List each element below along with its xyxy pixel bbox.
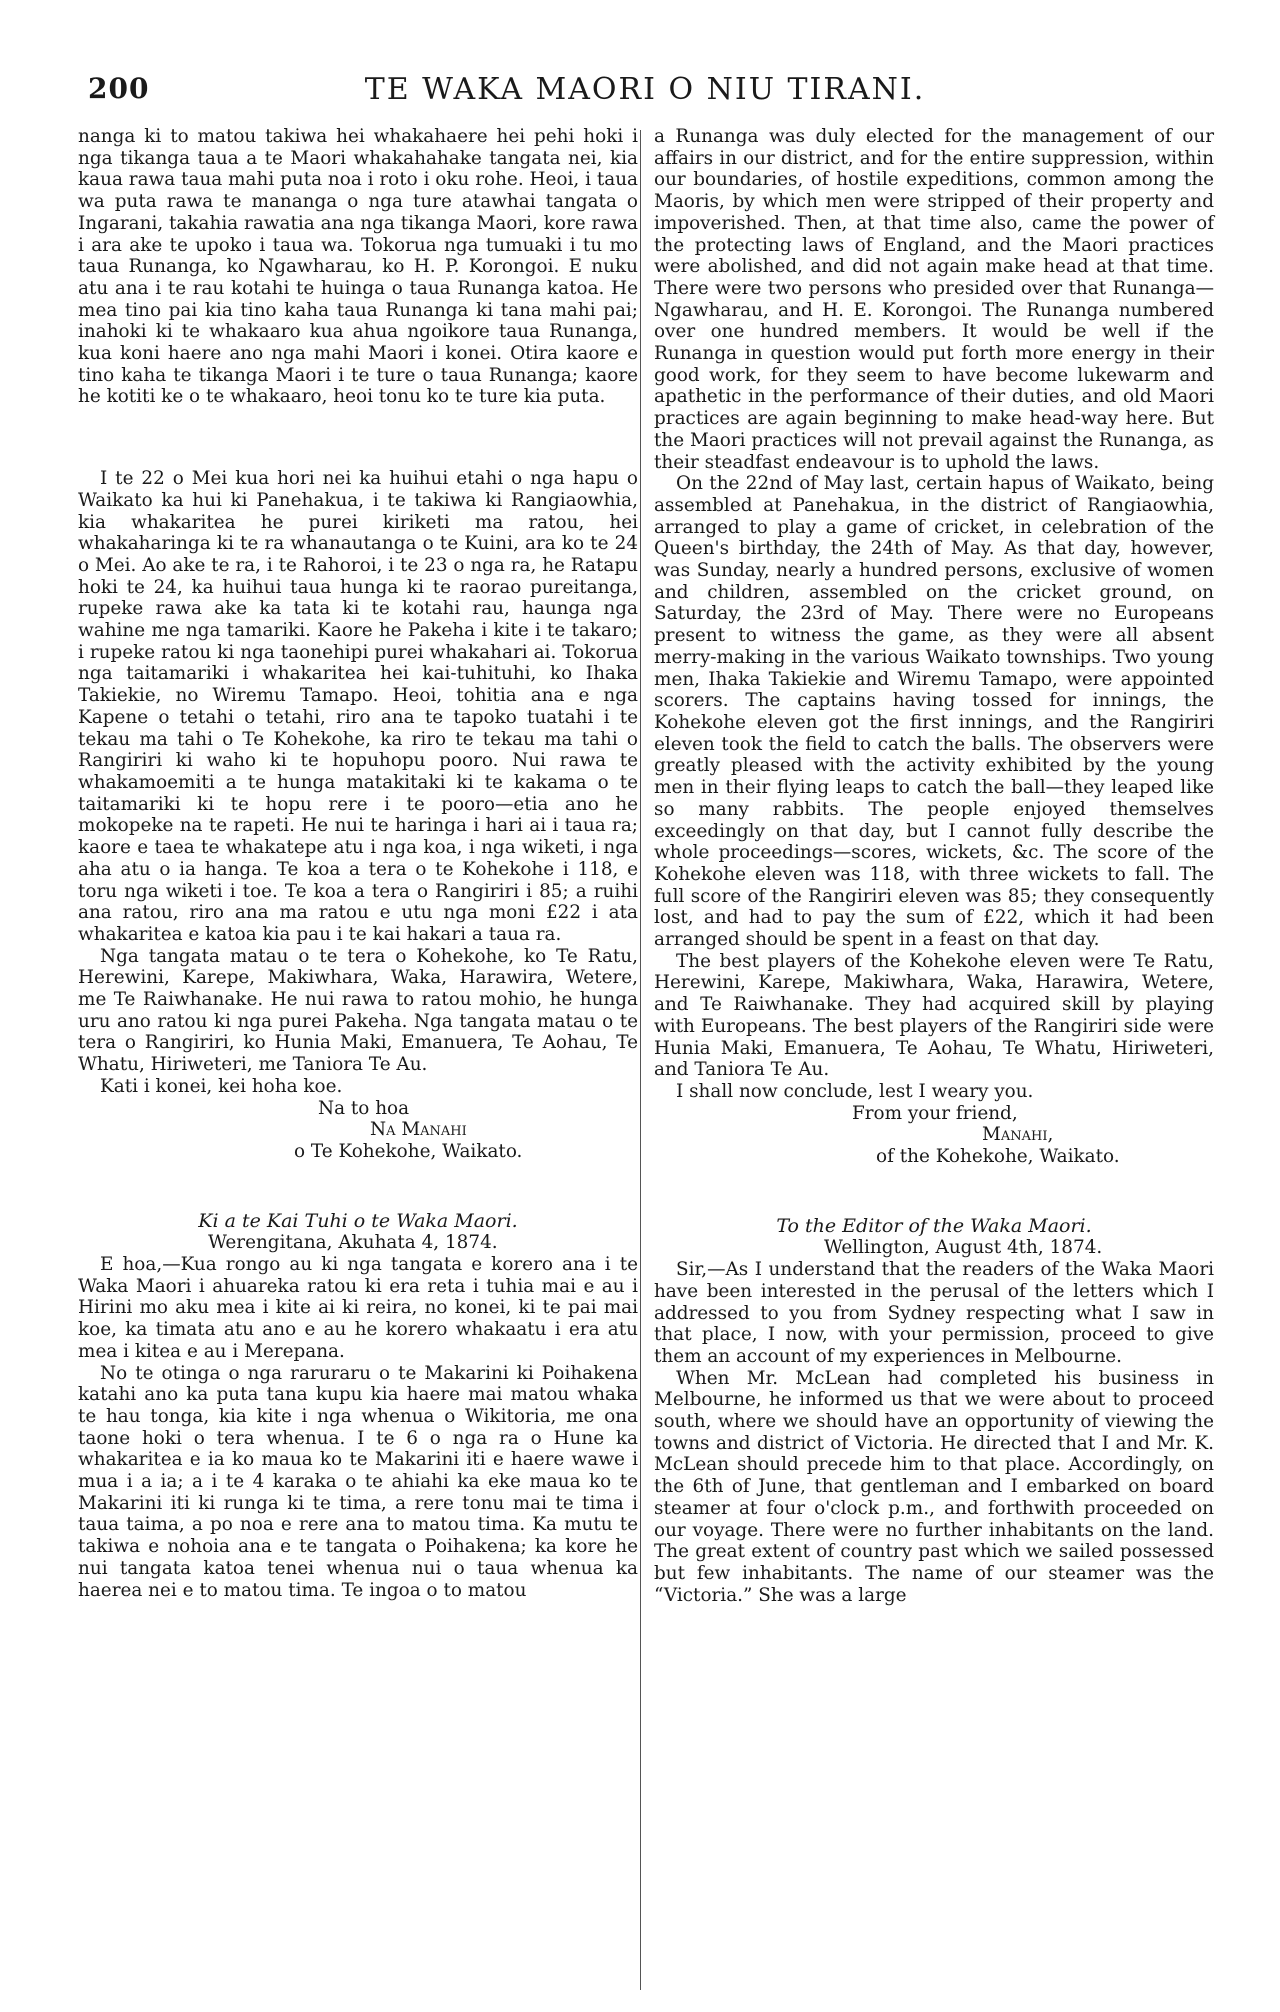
english-column: [654, 126, 1214, 1606]
right-signature-name: Manahi,: [982, 1124, 1054, 1146]
right-section-date: Wellington, August 4th, 1874.: [824, 1237, 1103, 1259]
right-paragraph-6: When Mr. McLean had completed his business in Melbourne, he informed us that we were about to proceed south, where we should have an opportunity of viewing the towns and district of Victoria. He directed that I and Mr. K. McLean should precede him to that place. Accordingly, on the 6th of June, that gentleman and I embarked on board steamer at four o'clock p.m., and forthwith proceeded on our voyage. There were no further inhabitants on the land. The great extent of country past which we sailed possessed but few inhabitants. The name of our steamer was the “Victoria.” She was a large: [654, 1367, 1214, 1606]
right-closing: I shall now conclude, lest I weary you.: [676, 1080, 1034, 1102]
left-signature-place: o Te Kohekohe, Waikato.: [294, 1140, 523, 1162]
left-signature-line-1: Na to hoa: [318, 1097, 410, 1119]
left-signature-name: Na Manahi: [370, 1119, 467, 1141]
maori-column: [78, 126, 638, 1601]
right-section-title: To the Editor of the Waka Maori.: [776, 1214, 1092, 1237]
left-section-date: Werengitana, Akuhata 4, 1874.: [208, 1232, 498, 1254]
page-number: 200: [88, 72, 150, 105]
right-paragraph-3: The best players of the Kohekohe eleven were Te Ratu, Herewini, Karepe, Makiwhara, Waka, Harawira, Wetere, and Te Raiwhanake. They had acquired skill by playing with Europeans. The best players of the Rangiriri side were Hunia Maki, Emanuera, Te Aohau, Te Whatu, Hiriweteri, and Taniora Te Au.: [654, 950, 1214, 1081]
right-paragraph-2: On the 22nd of May last, certain hapus of Waikato, being assembled at Panehakua, in the district of Rangiaowhia, arranged to play a game of cricket, in celebration of the Queen's birthday, the 24th of May. As that day, however, was Sunday, nearly a hundred persons, exclusive of women and children, assembled on the cricket ground, on Saturday, the 23rd of May. There were no Europeans present to witness the game, as they were all absent merry-making in the various Waikato townships. Two young men, Ihaka Takiekie and Wiremu Tamapo, were appointed scorers. The captains having tossed for innings, the Kohekohe eleven got the first innings, and the Rangiriri eleven took the field to catch the balls. The observers were greatly pleased with the activity exhibited by the young men in their flying leaps to catch the ball—they leaped like so many rabbits. The people enjoyed themselves exceedingly on that day, but I cannot fully describe the whole proceedings—scores, wickets, &c. The score of the Kohekohe eleven was 118, with three wickets to fall. The full score of the Rangiriri eleven was 85; they consequently lost, and had to pay the sum of £22, which it had been arranged should be spent in a feast on that day.: [654, 473, 1214, 951]
left-paragraph-6: No te otinga o nga raruraru o te Makarini ki Poihakena katahi ano ka puta tana kupu kia haere mai matou whaka te hau tonga, kia kite i nga whenua o Wikitoria, me ona taone hoki o tera whenua. I te 6 o nga ra o Hune ka whakaritea e ia ko maua ko te Makarini iti e haere wawe i mua i a ia; a i te 4 karaka o te ahiahi ka eke maua ko te Makarini iti ki runga ki te tima, a rere tonu mai te tima i taua taima, a po noa e rere ana to matou tima. Ka mutu te takiwa e nohoia ana e te tangata o Poihakena; ka kore he nui tangata katoa tenei whenua nui o taua whenua ka haerea nei e to matou tima. Te ingoa o to matou: [78, 1362, 638, 1601]
left-paragraph-5: E hoa,—Kua rongo au ki nga tangata e korero ana i te Waka Maori i ahuareka ratou ki era reta i tuhia mai e au i Hirini mo aku mea i kite ai ki reira, no konei, ki te pai mai koe, ka timata atu ano e au he korero whakaatu i era atu mea i kitea e au i Merepana.: [78, 1254, 638, 1362]
masthead-title: TE WAKA MAORI O NIU TIRANI.: [364, 72, 926, 107]
right-signature-place: of the Kohekohe, Waikato.: [876, 1146, 1120, 1168]
column-divider: [640, 130, 641, 1990]
right-paragraph-1: a Runanga was duly elected for the management of our affairs in our district, and for the entire suppression, within our boundaries, of hostile expeditions, common among the Maoris, by which men were stripped of their property and impoverished. Then, at that time also, came the power of the protecting laws of England, and the Maori practices were abolished, and did not again make head at that time. There were two persons who presided over that Runanga—Ngawharau, and H. E. Korongoi. The Runanga numbered over one hundred members. It would be well if the Runanga in question would put forth more energy in their good work, for they seem to have become lukewarm and apathetic in the performance of their duties, and old Maori practices are again beginning to make head-way here. But the Maori practices will not prevail against the Runanga, as their steadfast endeavour is to uphold the laws.: [654, 126, 1214, 473]
right-signature-line-1: From your friend,: [852, 1102, 1018, 1124]
left-paragraph-3: Nga tangata matau o te tera o Kohekohe, ko Te Ratu, Herewini, Karepe, Makiwhara, Waka, Harawira, Wetere, me Te Raiwhanake. He nui rawa to ratou mohio, he hunga uru ano ratou ki nga purei Pakeha. Nga tangata matau o te tera o Rangiriri, ko Hunia Maki, Emanuera, Te Aohau, Te Whatu, Hiriweteri, me Taniora Te Au.: [78, 945, 638, 1076]
left-paragraph-1: nanga ki to matou takiwa hei whakahaere hei pehi hoki i nga tikanga taua a te Maori whakahahake tangata nei, kia kaua rawa taua mahi puta noa i roto i oku rohe. Heoi, i taua wa puta rawa te mananga o nga ture atawhai tangata o Ingarani, takahia rawatia ana nga tikanga Maori, kore rawa i ara ake te upoko i taua wa. Tokorua nga tumuaki i tu mo taua Runanga, ko Ngawharau, ko H. P. Korongoi. E nuku atu ana i te rau kotahi te huinga o taua Runanga katoa. He mea tino pai kia tino kaha taua Runanga ki tana mahi pai; inahoki ki te whakaaro kua ahua ngoikore taua Runanga, kua koni haere ano nga mahi Maori i konei. Otira kaore e tino kaha te tikanga Maori i te ture o taua Runanga; kaore he kotiti ke o te whakaaro, heoi tonu ko te ture kia puta.: [78, 126, 638, 408]
left-section-title: Ki a te Kai Tuhi o te Waka Maori.: [198, 1209, 518, 1232]
page-header: [80, 68, 1210, 116]
left-paragraph-2: I te 22 o Mei kua hori nei ka huihui etahi o nga hapu o Waikato ka hui ki Panehakua, i te takiwa ki Rangiaowhia, kia whakaritea he purei kiriketi ma ratou, hei whakaharinga ki te ra whanautanga o te Kuini, ara ko te 24 o Mei. Ao ake te ra, i te Rahoroi, i te 23 o nga ra, he Ratapu hoki te 24, ka huihui taua hunga ki te raorao pureitanga, rupeke rawa ake ka tata ki te kotahi rau, haunga nga wahine me nga tamariki. Kaore he Pakeha i kite i te takaro; i rupeke ratou ki nga taonehipi purei whakahari ai. Tokorua nga taitamariki i whakaritea hei kai-tuhituhi, ko Ihaka Takiekie, no Wiremu Tamapo. Heoi, tohitia ana e nga Kapene o tetahi o tetahi, riro ana te tapoko tuatahi i te tekau ma tahi o Te Kohekohe, ka riro te tekau ma tahi o Rangiriri ki waho ki te hopuhopu pooro. Nui rawa te whakamoemiti a te hunga matakitaki ki te kakama o te taitamariki ki te hopu rere i te pooro—etia ano he mokopeke na te rapeti. He nui te haringa i hari ai i taua ra; kaore e taea te whakatepe atu i nga koa, i nga wiketi, i nga aha atu o ia hanga. Te koa a tera o te Kohekohe i 118, e toru nga wiketi i toe. Te koa a tera o Rangiriri i 85; a ruihi ana ratou, riro ana ma ratou e utu nga moni £22 i ata whakaritea e katoa kia pau i te kai hakari a taua ra.: [78, 468, 638, 945]
left-closing: Kati i konei, kei hoha koe.: [100, 1075, 343, 1097]
right-paragraph-5: Sir,—As I understand that the readers of the Waka Maori have been interested in the perusal of the letters which I addressed to you from Sydney respecting what I saw in that place, I now, with your permission, proceed to give them an account of my experiences in Melbourne.: [654, 1259, 1214, 1367]
